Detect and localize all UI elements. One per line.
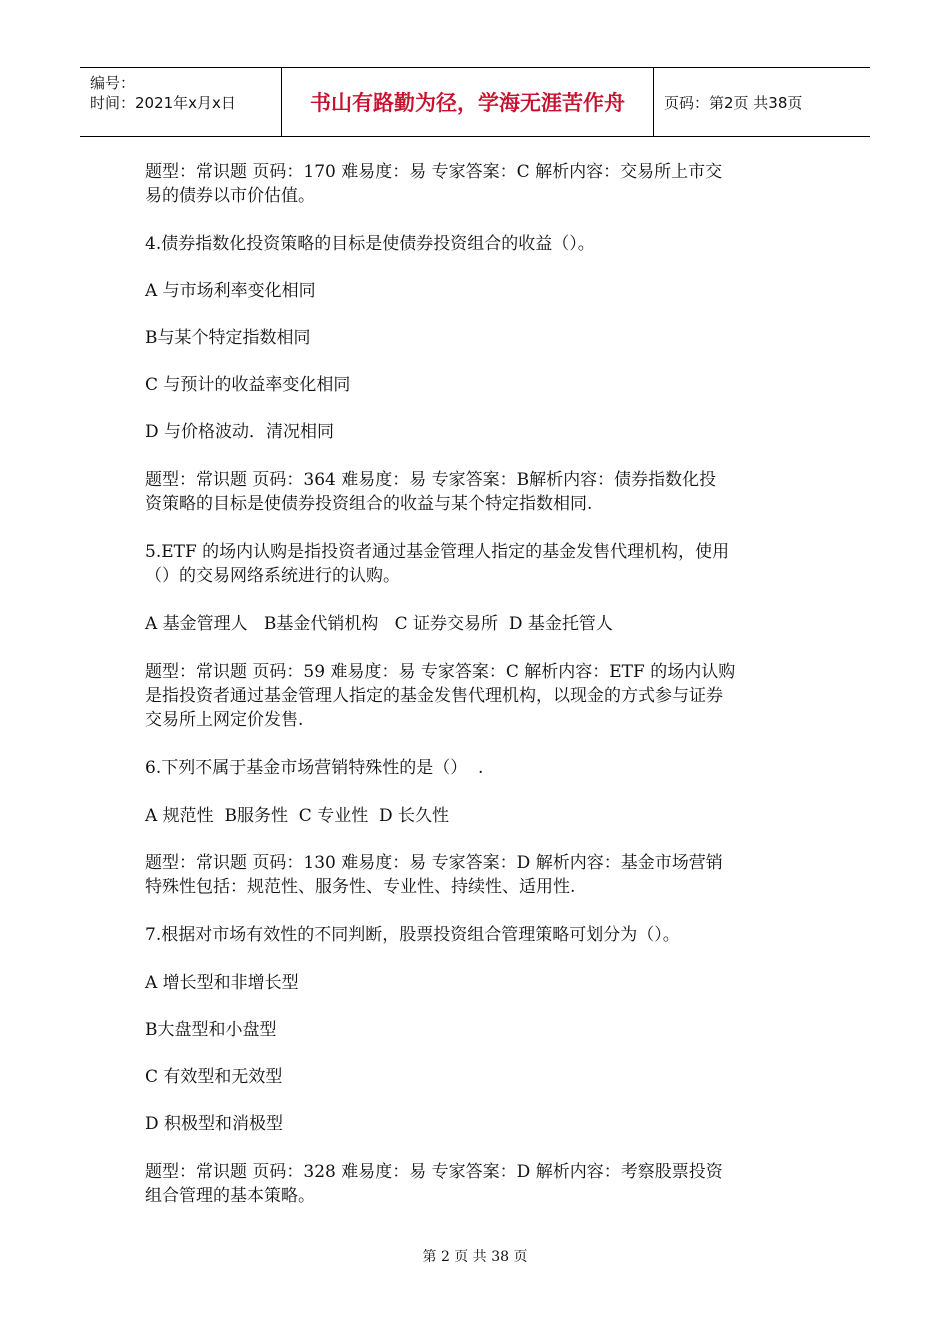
q7-option-b: B大盘型和小盘型: [145, 1020, 277, 1040]
q7-analysis-line-2: 组合管理的基本策略。: [145, 1186, 315, 1206]
q5-question-line-1: 5.ETF 的场内认购是指投资者通过基金管理人指定的基金发售代理机构，使用: [145, 542, 730, 562]
q5-analysis-line-2: 是指投资者通过基金管理人指定的基金发售代理机构，以现金的方式参与证券: [145, 686, 723, 706]
header-motto-cell: [282, 68, 654, 136]
q5-options: A 基金管理人 B基金代销机构 C 证券交易所 D 基金托管人: [145, 614, 613, 634]
q7-option-c: C 有效型和无效型: [145, 1067, 283, 1087]
q4-question: 4.债券指数化投资策略的目标是使债券投资组合的收益（）。: [145, 234, 595, 254]
date-label: 时间：2021年x月x日: [90, 94, 236, 112]
q7-option-a: A 增长型和非增长型: [145, 973, 299, 993]
q6-question: 6.下列不属于基金市场营销特殊性的是（） .: [145, 758, 484, 778]
q4-option-d: D 与价格波动．清况相同: [145, 422, 335, 442]
q3-analysis-line-1: 题型：常识题 页码：170 难易度：易 专家答案：C 解析内容：交易所上市交: [145, 162, 723, 182]
q6-analysis-line-2: 特殊性包括：规范性、服务性、专业性、持续性、适用性.: [145, 877, 576, 897]
q5-analysis-line-3: 交易所上网定价发售.: [145, 710, 304, 730]
q4-analysis-line-2: 资策略的目标是使债券投资组合的收益与某个特定指数相同.: [145, 494, 593, 514]
q7-option-d: D 积极型和消极型: [145, 1114, 284, 1134]
q6-analysis-line-1: 题型：常识题 页码：130 难易度：易 专家答案：D 解析内容：基金市场营销: [145, 853, 723, 873]
header-meta: [80, 68, 282, 136]
q7-question: 7.根据对市场有效性的不同判断，股票投资组合管理策略可划分为（）。: [145, 925, 680, 945]
q5-question-line-2: （）的交易网络系统进行的认购。: [145, 566, 400, 586]
q6-options: A 规范性 B服务性 C 专业性 D 长久性: [145, 806, 450, 826]
header-page-info: 页码：第2页 共38页: [664, 93, 803, 112]
q5-analysis-line-1: 题型：常识题 页码：59 难易度：易 专家答案：C 解析内容：ETF 的场内认购: [145, 662, 736, 682]
page-footer: 第 2 页 共 38 页: [422, 1249, 528, 1265]
q4-analysis-line-1: 题型：常识题 页码：364 难易度：易 专家答案：B解析内容：债券指数化投: [145, 470, 717, 490]
q4-option-a: A 与市场利率变化相同: [145, 281, 316, 301]
code-label: 编号：: [90, 74, 136, 92]
q4-option-c: C 与预计的收益率变化相同: [145, 375, 351, 395]
q4-option-b: B与某个特定指数相同: [145, 328, 311, 348]
page-header: [80, 67, 870, 137]
header-motto: 书山有路勤为径，学海无涯苦作舟: [310, 91, 625, 115]
q7-analysis-line-1: 题型：常识题 页码：328 难易度：易 专家答案：D 解析内容：考察股票投资: [145, 1162, 723, 1182]
q3-analysis-line-2: 易的债券以市价估值。: [145, 186, 315, 206]
